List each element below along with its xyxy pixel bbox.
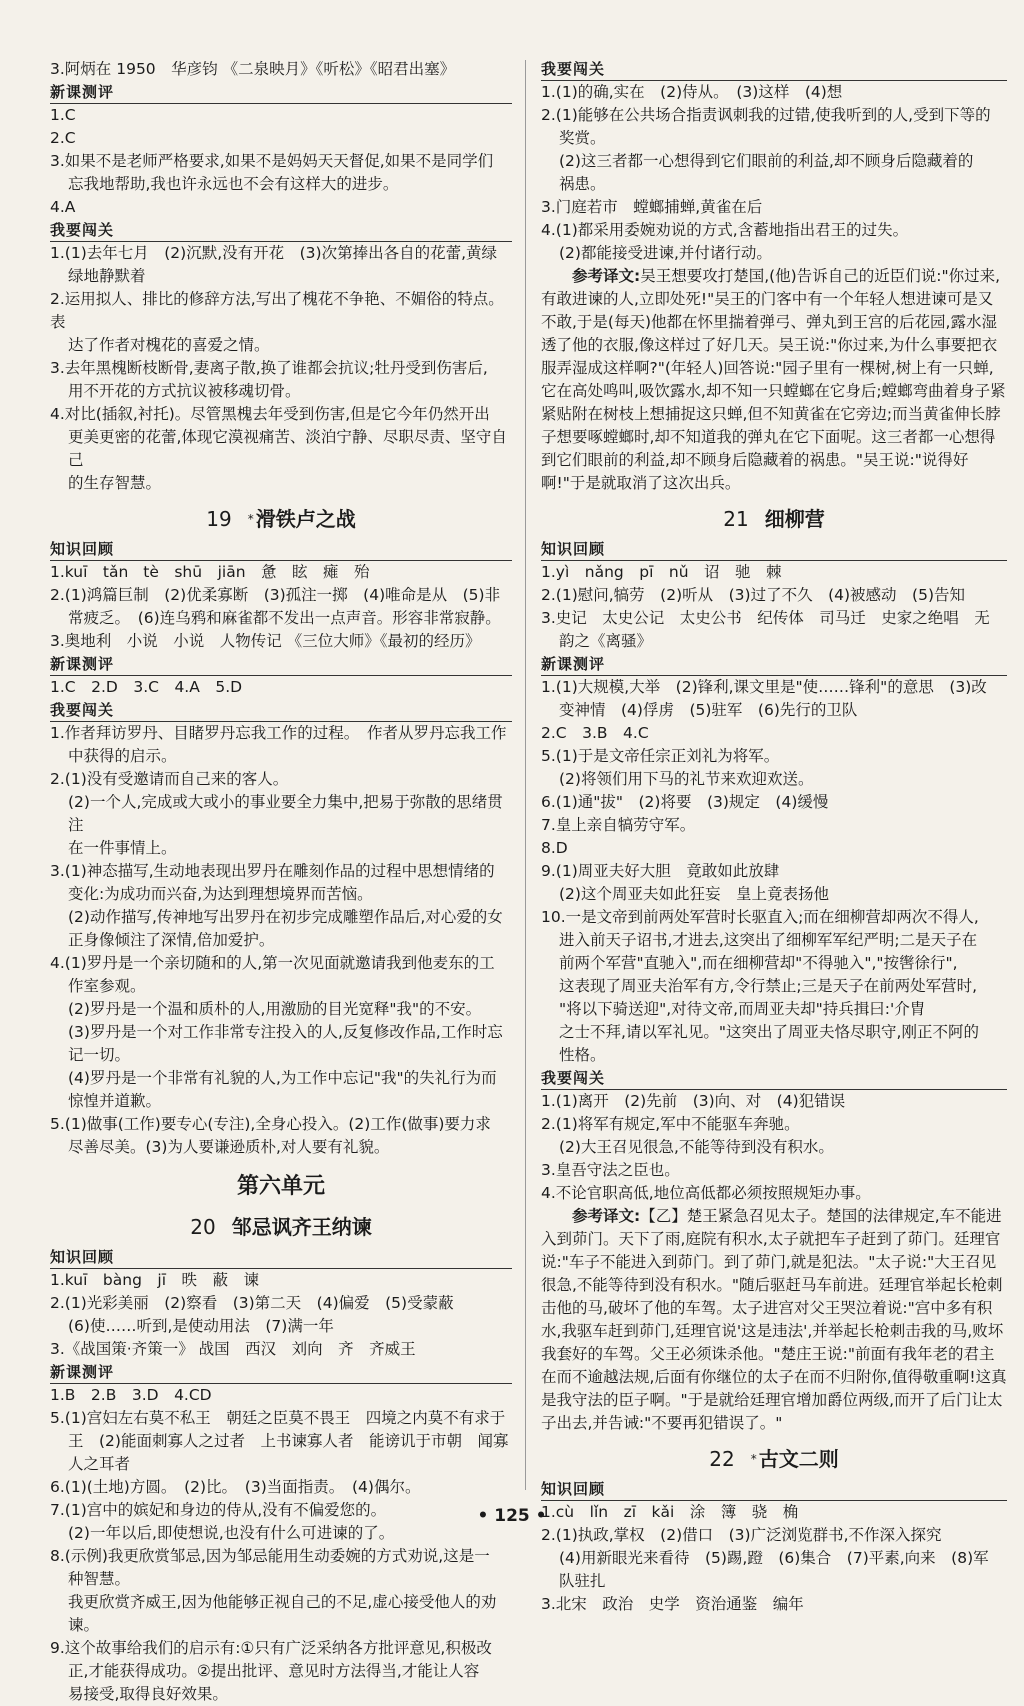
section-heading-text: 我要闯关 <box>541 1069 606 1087</box>
answer-line: 性格。 <box>559 1046 606 1064</box>
answer-line: 韵之《离骚》 <box>559 632 653 650</box>
lesson-number: 22 <box>709 1447 735 1471</box>
answer-line: 2.(1)将军有规定,军中不能驱车奔驰。 <box>541 1115 800 1133</box>
lesson-title <box>541 504 1007 534</box>
lesson-title-text: 滑铁卢之战 <box>255 507 356 531</box>
answer-line: 2.运用拟人、排比的修辞方法,写出了槐花不争艳、不媚俗的特点。表 <box>50 290 504 331</box>
answer-line: 人之耳者 <box>68 1455 131 1473</box>
answer-line: 1.kuī tǎn tè shū jiān 惫 眩 瘫 殆 <box>50 563 370 581</box>
section-heading <box>541 539 1007 561</box>
section-heading <box>541 1068 1007 1090</box>
translation-label: 参考译文: <box>572 1207 641 1225</box>
answer-line: 5.(1)宫妇左右莫不私王 朝廷之臣莫不畏王 四境之内莫不有求于 <box>50 1409 506 1427</box>
section-heading-text: 我要闯关 <box>50 221 115 239</box>
lesson-title <box>50 504 512 534</box>
section-heading <box>50 654 512 676</box>
answer-line: 达了作者对槐花的喜爱之情。 <box>68 336 270 354</box>
answer-line: 9.(1)周亚夫好大胆 竟敢如此放肆 <box>541 862 780 880</box>
answer-line: 之士不拜,请以军礼见。"这突出了周亚夫恪尽职守,刚正不阿的 <box>559 1023 979 1041</box>
section-heading-text: 新课测评 <box>541 655 606 673</box>
answer-line: 3.皇吾守法之臣也。 <box>541 1161 680 1179</box>
answer-line: 正身像倾注了深情,倍加爱护。 <box>68 931 275 949</box>
answer-line: 5.(1)做事(工作)要专心(专注),全身心投入。(2)工作(做事)要力求 <box>50 1115 491 1133</box>
answer-line: 用不开花的方式抗议被移魂切骨。 <box>68 382 301 400</box>
answer-line: 3.阿炳在 1950 华彦钧 《二泉映月》《听松》《昭君出塞》 <box>50 60 456 78</box>
section-heading-text: 新课测评 <box>50 83 115 101</box>
answer-line: 2.(1)能够在公共场合指责讽刺我的过错,使我听到的人,受到下等的 <box>541 106 991 124</box>
answer-line: 1.kuī bàng jī 昳 蔽 谏 <box>50 1271 260 1289</box>
section-heading <box>50 220 512 242</box>
reference-translation <box>541 265 1007 495</box>
answer-line: 2.(1)没有受邀请而自己来的客人。 <box>50 770 289 788</box>
left-column <box>50 58 512 1706</box>
unit-title: 第六单元 <box>236 1174 325 1199</box>
answer-line: (2)大王召见很急,不能等待到没有积水。 <box>559 1138 834 1156</box>
answer-line: 1.yì nǎng pī nǔ 诏 驰 棘 <box>541 563 782 581</box>
answer-line: (2)罗丹是一个温和质朴的人,用激励的目光宽释"我"的不安。 <box>68 1000 482 1018</box>
answer-line: 6.(1)(土地)方圆。 (2)比。 (3)当面指责。 (4)偶尔。 <box>50 1478 421 1496</box>
column-divider <box>525 60 526 1490</box>
answer-line: (2)这三者都一心想得到它们眼前的利益,却不顾身后隐藏着的 <box>559 152 974 170</box>
answer-line: 2.(1)慰问,犒劳 (2)听从 (3)过了不久 (4)被感动 (5)告知 <box>541 586 965 604</box>
answer-line: 2.(1)光彩美丽 (2)察看 (3)第二天 (4)偏爱 (5)受蒙蔽 <box>50 1294 454 1312</box>
answer-line: 1.cù lǐn zī kǎi 涂 簿 骁 桷 <box>541 1503 799 1521</box>
answer-line: 常疲乏。 (6)连乌鸦和麻雀都不发出一点声音。形容非常寂静。 <box>68 609 501 627</box>
answer-line: (6)使……听到,是使动用法 (7)满一年 <box>68 1317 334 1335</box>
answer-line: 种智慧。 <box>68 1570 131 1588</box>
lesson-title-text: 细柳营 <box>764 507 825 531</box>
answer-line: 1.C 2.D 3.C 4.A 5.D <box>50 678 243 696</box>
answer-line: 8.(示例)我更欣赏邹忌,因为邹忌能用生动委婉的方式劝说,这是一 <box>50 1547 490 1565</box>
answer-line: 在一件事情上。 <box>68 839 177 857</box>
answer-line: 绿地静默着 <box>68 267 146 285</box>
page-number: • 125 • <box>477 1506 547 1526</box>
answer-line: 2.(1)执政,掌权 (2)借口 (3)广泛浏览群书,不作深入探究 <box>541 1526 942 1544</box>
answer-line: 我更欣赏齐威王,因为他能够正视自己的不足,虚心接受他人的劝谏。 <box>68 1593 497 1634</box>
section-heading <box>50 1362 512 1384</box>
answer-line: 5.(1)于是文帝任宗正刘礼为将军。 <box>541 747 780 765</box>
answer-line: 4.不论官职高低,地位高低都必须按照规矩办事。 <box>541 1184 871 1202</box>
section-heading-text: 新课测评 <box>50 1363 115 1381</box>
answer-line: 3.去年黑槐断枝断骨,妻离子散,换了谁都会抗议;牡丹受到伤害后, <box>50 359 488 377</box>
answer-line: 中获得的启示。 <box>68 747 177 765</box>
answer-line: (4)用新眼光来看待 (5)踢,蹬 (6)集合 (7)平素,向来 (8)军 <box>559 1549 989 1567</box>
translation-label: 参考译文: <box>572 267 641 285</box>
answer-line: 1.作者拜访罗丹、目睹罗丹忘我工作的过程。 作者从罗丹忘我工作 <box>50 724 507 742</box>
answer-line: (2)都能接受进谏,并付诸行动。 <box>559 244 772 262</box>
answer-line: 1.C <box>50 106 76 124</box>
answer-line: 正,才能获得成功。②提出批评、意见时方法得当,才能让人容 <box>68 1662 480 1680</box>
answer-line: 变神情 (4)俘虏 (5)驻军 (6)先行的卫队 <box>559 701 858 719</box>
lesson-star-mark: * <box>750 1452 757 1466</box>
answer-line: 3.门庭若市 螳螂捕蝉,黄雀在后 <box>541 198 763 216</box>
reference-translation <box>541 1205 1007 1435</box>
section-heading-text: 我要闯关 <box>50 701 115 719</box>
answer-line: 进入前天子诏书,才进去,这突出了细柳军军纪严明;二是天子在 <box>559 931 978 949</box>
answer-line: 前两个军营"直驰入",而在细柳营却"不得驰入","按辔徐行", <box>559 954 958 972</box>
answer-line: 记一切。 <box>68 1046 131 1064</box>
section-heading <box>541 1479 1007 1501</box>
answer-line: 10.一是文帝到前两处军营时长驱直入;而在细柳营却两次不得人, <box>541 908 979 926</box>
answer-line: 4.(1)罗丹是一个亲切随和的人,第一次见面就邀请我到他麦东的工 <box>50 954 495 972</box>
answer-line: 2.C 3.B 4.C <box>541 724 649 742</box>
answer-line: 尽善尽美。(3)为人要谦逊质朴,对人要有礼貌。 <box>68 1138 390 1156</box>
answer-line: 易接受,取得良好效果。 <box>68 1685 228 1703</box>
translation-text: 吴王想要攻打楚国,(他)告诉自己的近臣们说:"你过来,有敢进谏的人,立即处死!"吴王的门客中有一个年轻人想进谏可是又不敢,于是(每天)他都在怀里揣着弹弓、弹丸到王宫的后花园,露水湿透了他的衣服,像这样过了好几天。吴王说:"你过来,为什么事要把衣服弄湿成这样啊?"(年轻人)回答说:"园子里有一棵树,树上有一只蝉,它在高处鸣叫,吸饮露水,却不知一只螳螂在它身后;螳螂弯曲着身子紧紧贴附在树枝上想捕捉这只蝉,但不知黄雀在它旁边;而当黄雀伸长脖子想要啄螳螂时,却不知道我的弹丸在它下面呢。这三者都一心想得到它们眼前的利益,却不顾身后隐藏着的祸患。"吴王说:"说得好啊!"于是就取消了这次出兵。 <box>541 267 1006 492</box>
section-heading <box>541 654 1007 676</box>
answer-line: 2.C <box>50 129 76 147</box>
section-heading <box>50 539 512 561</box>
answer-line: 变化:为成功而兴奋,为达到理想境界而苦恼。 <box>68 885 373 903</box>
section-heading <box>541 59 1007 81</box>
lesson-number: 19 <box>206 507 232 531</box>
answer-line: 3.史记 太史公记 太史公书 纪传体 司马迁 史家之绝唱 无 <box>541 609 990 627</box>
answer-line: 祸患。 <box>559 175 606 193</box>
answer-line: 2.(1)鸿篇巨制 (2)优柔寡断 (3)孤注一掷 (4)唯命是从 (5)非 <box>50 586 501 604</box>
answer-line: 队驻扎 <box>559 1572 606 1590</box>
answer-line: "将以下骑送迎",对待文帝,而周亚夫却"持兵揖曰:'介胄 <box>559 1000 926 1018</box>
answer-line: 3.北宋 政治 史学 资治通鉴 编年 <box>541 1595 804 1613</box>
section-heading <box>50 82 512 104</box>
answer-line: 9.这个故事给我们的启示有:①只有广泛采纳各方批评意见,积极改 <box>50 1639 492 1657</box>
answer-line: (2)一个人,完成或大或小的事业要全力集中,把易于弥散的思绪贯注 <box>68 793 503 834</box>
section-heading-text: 知识回顾 <box>50 540 115 558</box>
answer-line: 忘我地帮助,我也许永远也不会有这样大的进步。 <box>68 175 399 193</box>
answer-line: 3.奥地利 小说 小说 人物传记 《三位大师》《最初的经历》 <box>50 632 481 650</box>
lesson-title-text: 邹忌讽齐王纳谏 <box>231 1215 372 1239</box>
answer-line: 王 (2)能面刺寡人之过者 上书谏寡人者 能谤讥于市朝 闻寡 <box>68 1432 509 1450</box>
lesson-title <box>541 1444 1007 1474</box>
answer-line: 这表现了周亚夫治军有方,令行禁止;三是天子在前两处军营时, <box>559 977 978 995</box>
answer-line: 更美更密的花蕾,体现它漠视痛苦、淡泊宁静、尽职尽责、坚守自己 <box>68 428 507 469</box>
answer-line: (2)一年以后,即使想说,也没有什么可进谏的了。 <box>68 1524 395 1542</box>
answer-line: (2)将领们用下马的礼节来欢迎欢送。 <box>559 770 814 788</box>
answer-line: 1.(1)离开 (2)先前 (3)向、对 (4)犯错误 <box>541 1092 846 1110</box>
section-heading-text: 新课测评 <box>50 655 115 673</box>
section-heading-text: 知识回顾 <box>50 1248 115 1266</box>
lesson-star-mark: * <box>247 512 254 526</box>
section-heading-text: 知识回顾 <box>541 540 606 558</box>
answer-line: 4.对比(插叙,衬托)。尽管黑槐去年受到伤害,但是它今年仍然开出 <box>50 405 490 423</box>
answer-line: 3.《战国策·齐策一》 战国 西汉 刘向 齐 齐威王 <box>50 1340 416 1358</box>
answer-line: 7.皇上亲自犒劳守军。 <box>541 816 696 834</box>
answer-line: 1.(1)的确,实在 (2)侍从。 (3)这样 (4)想 <box>541 83 843 101</box>
answer-line: 1.(1)去年七月 (2)沉默,没有开花 (3)次第捧出各自的花蕾,黄绿 <box>50 244 498 262</box>
section-heading <box>50 1247 512 1269</box>
answer-line: (4)罗丹是一个非常有礼貌的人,为工作中忘记"我"的失礼行为而 <box>68 1069 497 1087</box>
answer-line: 1.B 2.B 3.D 4.CD <box>50 1386 212 1404</box>
answer-line: (3)罗丹是一个对工作非常专注投入的人,反复修改作品,工作时忘 <box>68 1023 503 1041</box>
translation-text: 【乙】楚王紧急召见太子。楚国的法律规定,车不能进入到茆门。天下了雨,庭院有积水,太子就把车子赶到了茆门。廷理官说:"车子不能进入到茆门。到了茆门,就是犯法。"太子说:"大王召见很急,不能等待到没有积水。"随后驱赶马车前进。廷理官举起长枪刺击他的马,破坏了他的车驾。太子进宫对父王哭泣着说:"宫中多有积水,我驱车赶到茆门,廷理官说'这是违法',并举起长枪刺击我的马,败坏我套好的车驾。父王必须诛杀他。"楚庄王说:"前面有我年老的君主在而不逾越法规,后面有你继位的太子在而不归附你,值得敬重啊!这真是我守法的臣子啊。"于是就给廷理官增加爵位两级,而开了后门让太子出去,并告诫:"不要再犯错误了。" <box>541 1207 1007 1432</box>
answer-line: 6.(1)通"拔" (2)将要 (3)规定 (4)缓慢 <box>541 793 829 811</box>
answer-line: 4.(1)都采用委婉劝说的方式,含蓄地指出君王的过失。 <box>541 221 909 239</box>
section-heading-text: 知识回顾 <box>541 1480 606 1498</box>
right-column <box>541 58 1007 1616</box>
section-heading-text: 我要闯关 <box>541 60 606 78</box>
answer-line: (2)这个周亚夫如此狂妄 皇上竟表扬他 <box>559 885 829 903</box>
lesson-number: 20 <box>190 1215 216 1239</box>
lesson-title-text: 古文二则 <box>758 1447 839 1471</box>
lesson-title <box>50 1212 512 1242</box>
answer-line: 4.A <box>50 198 76 216</box>
answer-line: 7.(1)宫中的嫔妃和身边的侍从,没有不偏爱您的。 <box>50 1501 387 1519</box>
answer-line: 3.(1)神态描写,生动地表现出罗丹在雕刻作品的过程中思想情绪的 <box>50 862 495 880</box>
answer-line: (2)动作描写,传神地写出罗丹在初步完成雕塑作品后,对心爱的女 <box>68 908 503 926</box>
answer-line: 1.(1)大规模,大举 (2)锋利,课文里是"使……锋利"的意思 (3)改 <box>541 678 987 696</box>
answer-line: 的生存智慧。 <box>68 474 162 492</box>
answer-line: 作室参观。 <box>68 977 146 995</box>
answer-line: 奖赏。 <box>559 129 606 147</box>
answer-line: 8.D <box>541 839 568 857</box>
answer-line: 3.如果不是老师严格要求,如果不是妈妈天天督促,如果不是同学们 <box>50 152 494 170</box>
section-heading <box>50 700 512 722</box>
answer-line: 惊惶并道歉。 <box>68 1092 162 1110</box>
lesson-number: 21 <box>723 507 749 531</box>
